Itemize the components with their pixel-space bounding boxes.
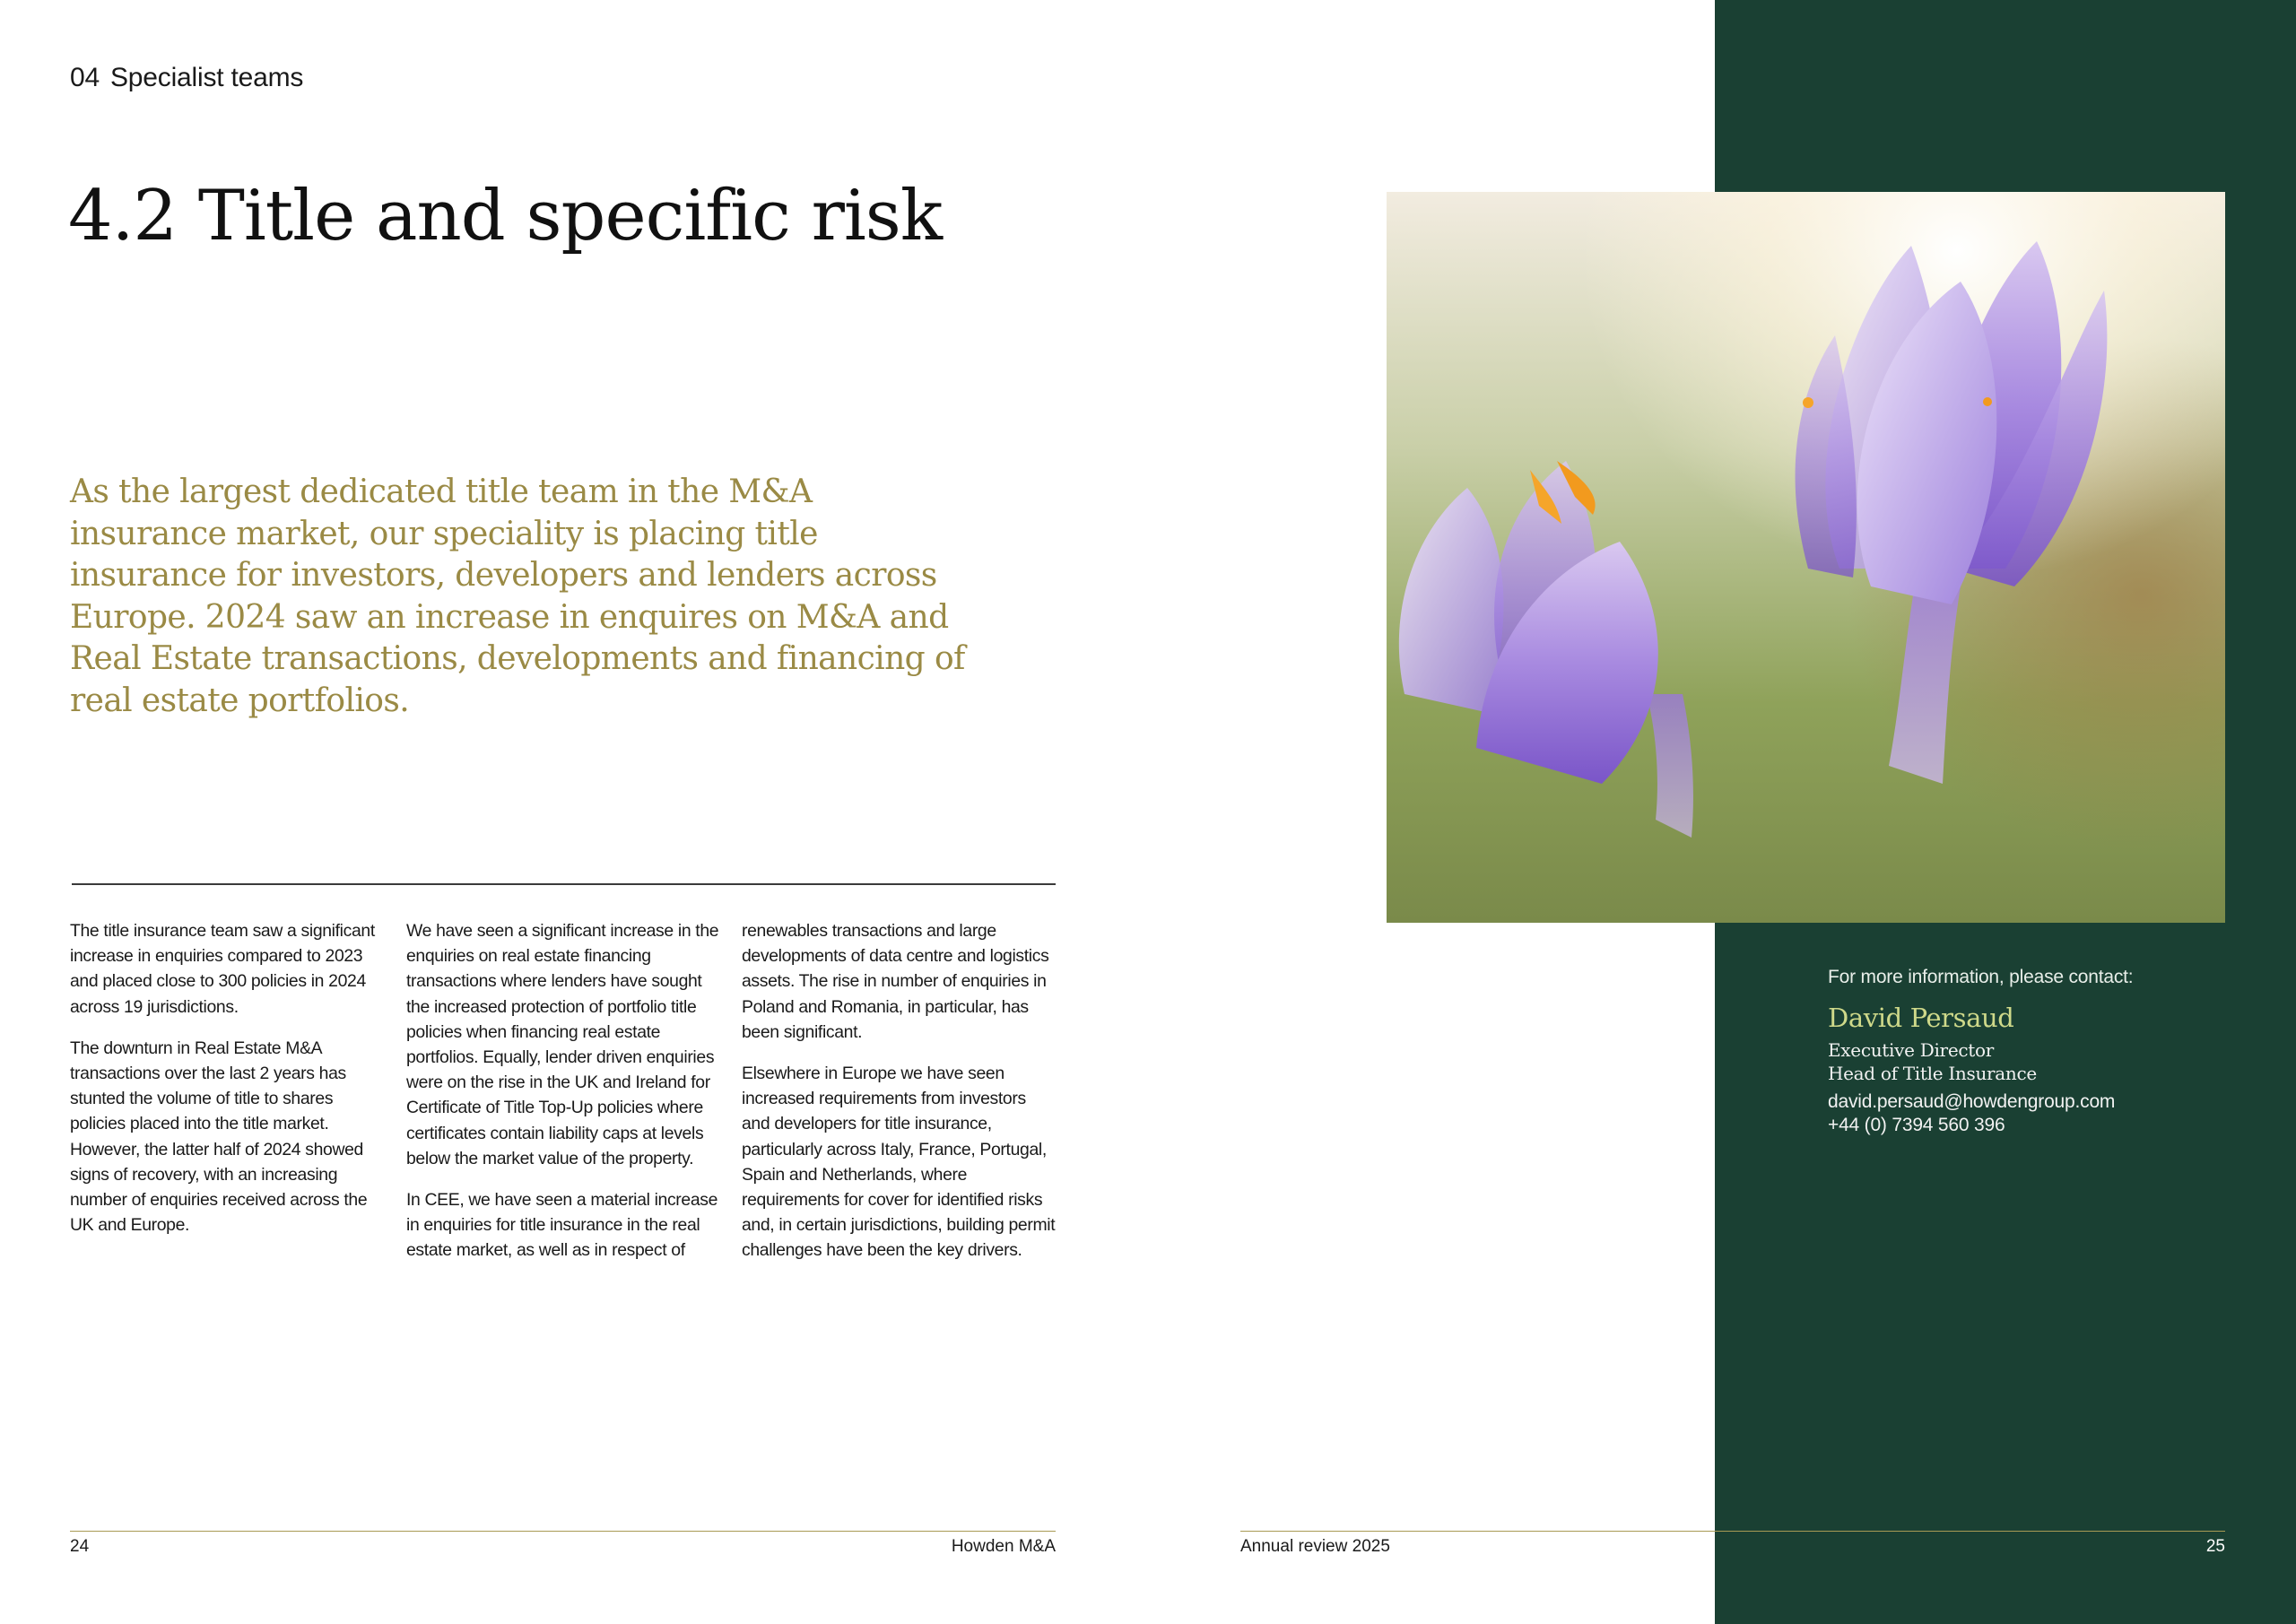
section-divider bbox=[72, 883, 1056, 885]
crocus-photo bbox=[1387, 192, 2225, 923]
contact-name: David Persaud bbox=[1828, 1003, 2014, 1033]
footer-brand: Howden M&A bbox=[951, 1537, 1056, 1556]
page-title: 4.2 Title and specific risk bbox=[68, 176, 943, 256]
footer-divider-left bbox=[70, 1531, 1056, 1532]
right-page-number: 25 bbox=[2205, 1537, 2225, 1556]
body-paragraph: We have seen a significant increase in the enquiries on real estate financing transactions where lenders have sought the increased protection of portfolio title policies when financing real estate portfolios. Equally, lender driven enquiries were on the rise in the UK and Ireland for Certificate of Title Top-Up policies where certificates contain liability caps at levels below the market value of the property. bbox=[406, 921, 719, 1168]
contact-intro: For more information, please contact: bbox=[1828, 967, 2134, 987]
left-page-number: 24 bbox=[70, 1537, 90, 1556]
intro-paragraph: As the largest dedicated title team in the M&A insurance market, our speciality is placing title insurance for investors, developers and lenders across Europe. 2024 saw an increase in enquires on M&A and Real Estate transactions, developments and financing of real estate portfolios. bbox=[70, 473, 965, 719]
section-label bbox=[70, 63, 303, 93]
body-column-1 bbox=[70, 918, 386, 1254]
body-column-2 bbox=[406, 918, 722, 1280]
body-paragraph: The title insurance team saw a significant increase in enquiries compared to 2023 and placed close to 300 policies in 2024 across 19 jurisdictions. bbox=[70, 921, 375, 1017]
body-column-3 bbox=[742, 918, 1057, 1280]
section-number: 04 bbox=[70, 63, 100, 92]
contact-block bbox=[1828, 967, 2240, 1137]
crocus-illustration bbox=[1387, 192, 2225, 923]
body-paragraph: Elsewhere in Europe we have seen increased requirements from investors and developers for title insurance, particularly across Italy, France, Portugal, Spain and Netherlands, where requirements for cover for identified risks and, in certain jurisdictions, building permit challenges have been the key drivers. bbox=[742, 1064, 1056, 1261]
body-paragraph: The downturn in Real Estate M&A transactions over the last 2 years has stunted the volume of title to shares policies placed into the title market. However, the latter half of 2024 showed signs of recovery, with an increasing number of enquiries received across the UK and Europe. bbox=[70, 1038, 368, 1236]
contact-role-title: Executive Director bbox=[1828, 1039, 1994, 1061]
footer-divider-right bbox=[1240, 1531, 2225, 1532]
contact-phone: +44 (0) 7394 560 396 bbox=[1828, 1115, 2005, 1135]
body-paragraph: renewables transactions and large developments of data centre and logistics assets. The rise in number of enquiries in Poland and Romania, in particular, has been significant. bbox=[742, 921, 1049, 1042]
contact-email-link[interactable]: david.persaud@howdengroup.com bbox=[1828, 1091, 2116, 1112]
body-paragraph: In CEE, we have seen a material increase in enquiries for title insurance in the real estate market, as well as in respect of bbox=[406, 1190, 718, 1261]
section-name: Specialist teams bbox=[109, 63, 304, 92]
footer-report-name: Annual review 2025 bbox=[1240, 1537, 1390, 1556]
contact-role-department: Head of Title Insurance bbox=[1828, 1063, 2037, 1084]
